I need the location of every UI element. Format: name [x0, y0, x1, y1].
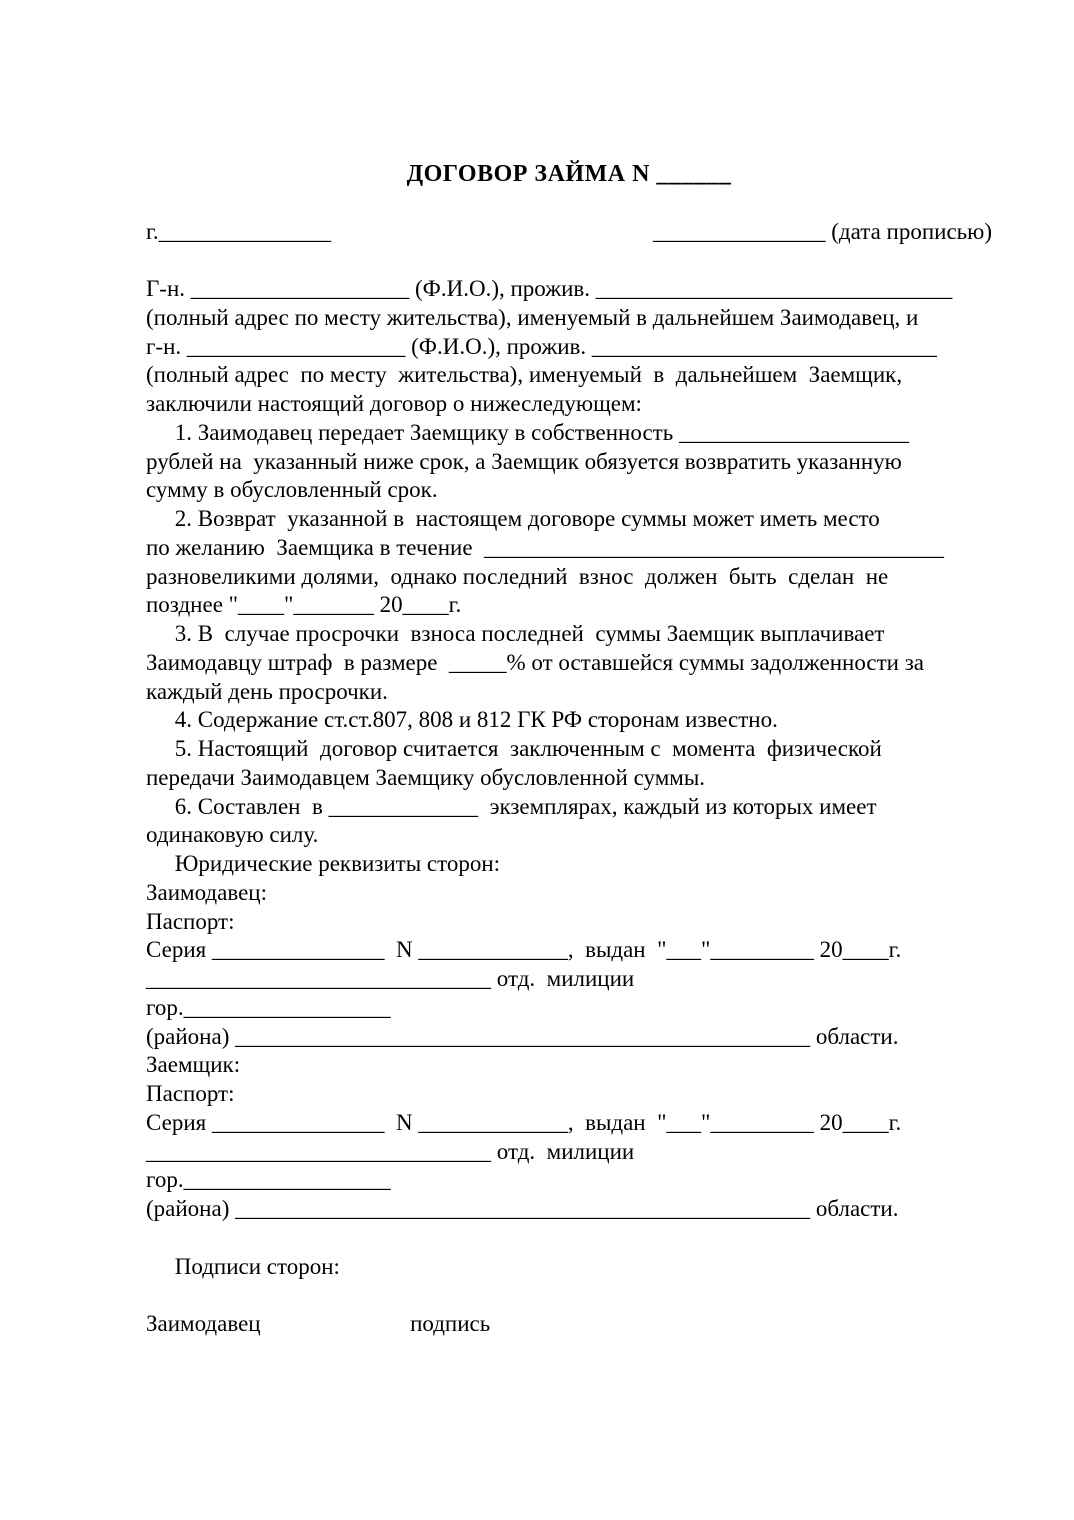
document-line: 2. Возврат указанной в настоящем договоре суммы может иметь место — [146, 506, 880, 531]
document-line: 6. Составлен в _____________ экземплярах, каждый из которых имеет — [146, 793, 877, 819]
document-line: ______________________________ отд. милиции — [146, 1138, 635, 1164]
document-line: Г-н. ___________________ (Ф.И.О.), прожив. _______________________________ — [146, 276, 953, 301]
document-line: Заимодавцу штраф в размере _____% от оставшейся суммы задолженности за — [146, 649, 925, 675]
document-line: одинаковую силу. — [146, 822, 319, 848]
document-line: 3. В случае просрочки взноса последней суммы Заемщик выплачивает — [146, 621, 885, 646]
blank-line — [146, 189, 992, 218]
document-line: рублей на указанный ниже срок, а Заемщик обязуется возвратить указанную — [146, 448, 902, 474]
document-line: Юридические реквизиты сторон: — [146, 851, 501, 876]
document-line: заключили настоящий договор о нижеследующем: — [146, 391, 642, 416]
document-line: г-н. ___________________ (Ф.И.О.), прожив. ______________________________ — [146, 333, 937, 359]
document-line: 4. Содержание ст.ст.807, 808 и 812 ГК РФ сторонам известно. — [146, 707, 778, 733]
document-line: 5. Настоящий договор считается заключенным с момента физической — [146, 736, 882, 761]
document-line: сумму в обусловленный срок. — [146, 477, 438, 503]
document-line: каждый день просрочки. — [146, 678, 388, 704]
document-line: Заимодавец: — [146, 879, 267, 905]
document-line: (полный адрес по месту жительства), именуемый в дальнейшем Заемщик, — [146, 362, 903, 388]
document-line: Заемщик: — [146, 1052, 241, 1078]
document-line: разновеликими долями, однако последний взнос должен быть сделан не — [146, 563, 889, 589]
document-line: гор.__________________ — [146, 1167, 391, 1193]
document-line: гор.__________________ — [146, 994, 391, 1020]
document-line: Подписи сторон: — [146, 1253, 340, 1279]
document-line: позднее "____"_______ 20____г. — [146, 592, 462, 618]
blank-line — [146, 246, 992, 275]
document-line: по желанию Заемщика в течение ________________________________________ — [146, 534, 945, 560]
document-title: ДОГОВОР ЗАЙМА N ______ — [406, 161, 732, 187]
document-line: (полный адрес по месту жительства), именуемый в дальнейшем Заимодавец, и — [146, 304, 919, 330]
document-line: Паспорт: — [146, 1081, 235, 1106]
date-blank-field: _______________ (дата прописью) — [653, 218, 992, 244]
document-line: Серия _______________ N _____________, выдан "___"_________ 20____г. — [146, 1109, 902, 1135]
document-body — [146, 275, 992, 1339]
date-line — [146, 218, 992, 247]
document-line: передачи Заимодавцем Заемщику обусловленной суммы. — [146, 764, 706, 790]
document-line: Серия _______________ N _____________, выдан "___"_________ 20____г. — [146, 937, 902, 963]
document-line — [146, 1281, 992, 1310]
document-line — [146, 1224, 992, 1253]
document-line: Заимодавец подпись — [146, 1311, 491, 1336]
city-blank-field: г._______________ — [146, 218, 332, 244]
document-line: 1. Заимодавец передает Заемщику в собственность ____________________ — [146, 419, 909, 445]
document-line: ______________________________ отд. милиции — [146, 966, 635, 991]
document-line: Паспорт: — [146, 908, 235, 934]
document-line: (района) __________________________________________________ области. — [146, 1023, 899, 1049]
document-line: (района) __________________________________________________ области. — [146, 1196, 899, 1221]
